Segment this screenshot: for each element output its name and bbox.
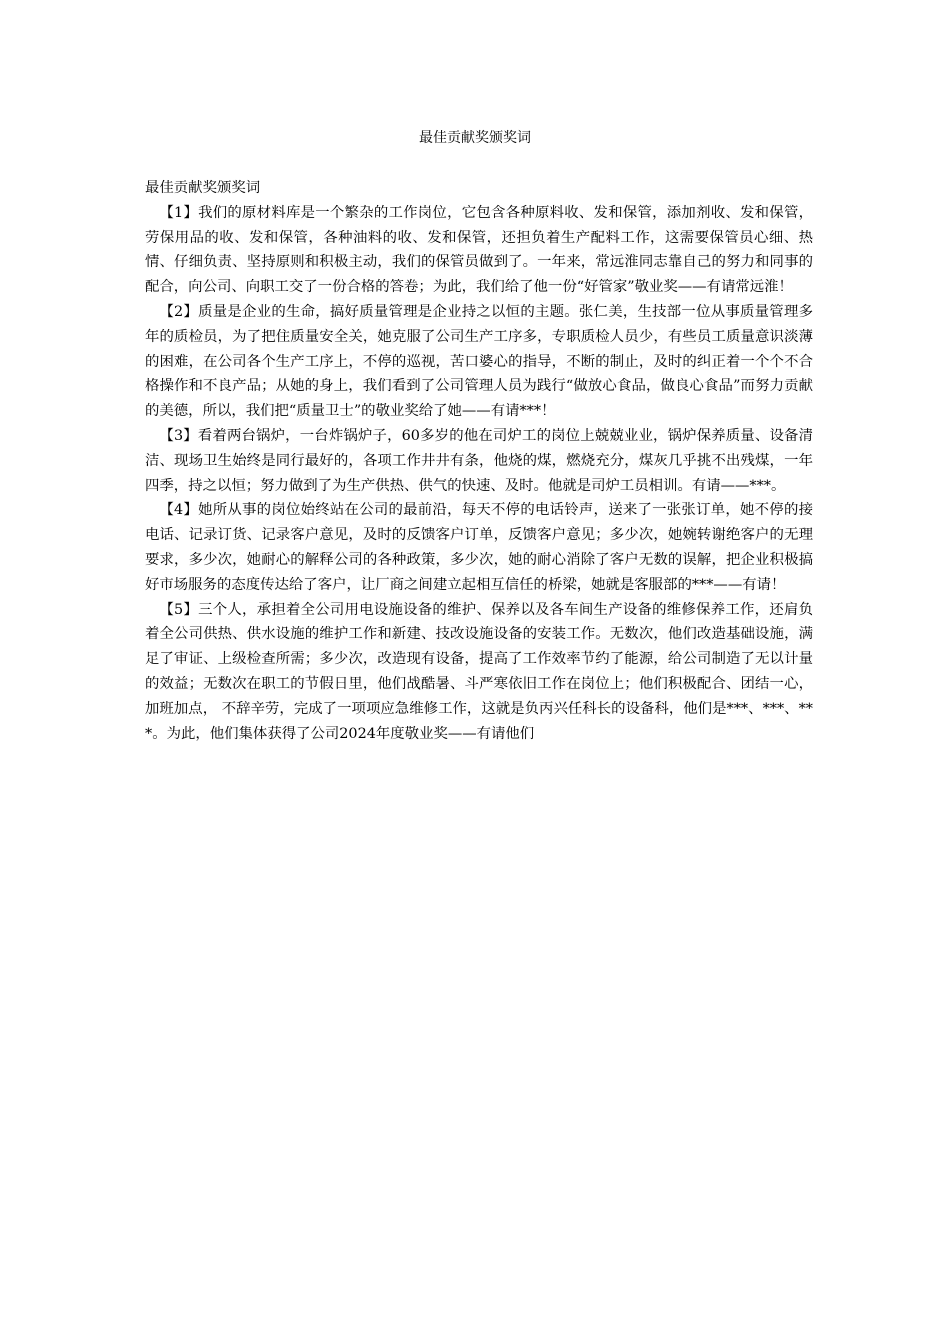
paragraph-2: 【2】质量是企业的生命，搞好质量管理是企业持之以恒的主题。张仁美，生技部一位从事质量管理多年的质检员，为了把住质量安全关，她克服了公司生产工序多，专职质检人员少，有些员工质量意识淡薄的困难，在公司各个生产工序上，不停的巡视，苦口婆心的指导，不断的制止，及时的纠正着一个个不合格操作和不良产品；从她的身上，我们看到了公司管理人员为践行“做放心食品，做良心食品”而努力贡献的美德，所以，我们把“质量卫士”的敬业奖给了她——有请***！ [145,303,813,420]
paragraph-4: 【4】她所从事的岗位始终站在公司的最前沿，每天不停的电话铃声，送来了一张张订单，她不停的接电话、记录订货、记录客户意见，及时的反馈客户订单，反馈客户意见；多少次，她婉转谢绝客户的无理要求，多少次，她耐心的解释公司的各种政策，多少次，她的耐心消除了客户无数的误解，把企业积极搞好市场服务的态度传达给了客户，让厂商之间建立起相互信任的桥梁，她就是客服部的***——有请！ [145,502,813,593]
paragraph-5: 【5】三个人，承担着全公司用电设施设备的维护、保养以及各车间生产设备的维修保养工作，还肩负着全公司供热、供水设施的维护工作和新建、技改设施设备的安装工作。无数次，他们改造基础设施，满足了审证、上级检查所需；多少次，改造现有设备，提高了工作效率节约了能源，给公司制造了无以计量的效益；无数次在职工的节假日里，他们战酷暑、斗严寒依旧工作在岗位上；他们积极配合、团结一心，加班加点， 不辞辛劳，完成了一项项应急维修工作，这就是负丙兴任科长的设备科，他们是***、***、***。为此，他们集体获得了公司2024年度敬业奖——有请他们 [145,601,813,742]
document-body [145,176,813,746]
paragraph-3: 【3】看着两台锅炉，一台炸锅炉子，60多岁的他在司炉工的岗位上兢兢业业，锅炉保养质量、设备清洁、现场卫生始终是同行最好的，各项工作井井有条，他烧的煤，燃烧充分，煤灰几乎挑不出残煤，一年四季，持之以恒；努力做到了为生产供热、供气的快速、及时。他就是司炉工员相训。有请——***。 [145,427,813,494]
document-title: 最佳贡献奖颁奖词 [419,130,531,146]
paragraph-1: 【1】我们的原材料库是一个繁杂的工作岗位，它包含各种原料收、发和保管，添加剂收、发和保管，劳保用品的收、发和保管，各种油料的收、发和保管，还担负着生产配料工作，这需要保管员心细、热情、仔细负责、坚持原则和积极主动，我们的保管员做到了。一年来，常远淮同志靠自己的努力和同事的配合，向公司、向职工交了一份合格的答卷；为此，我们给了他一份“好管家”敬业奖——有请常远淮！ [145,204,813,296]
document-subtitle: 最佳贡献奖颁奖词 [145,180,261,196]
